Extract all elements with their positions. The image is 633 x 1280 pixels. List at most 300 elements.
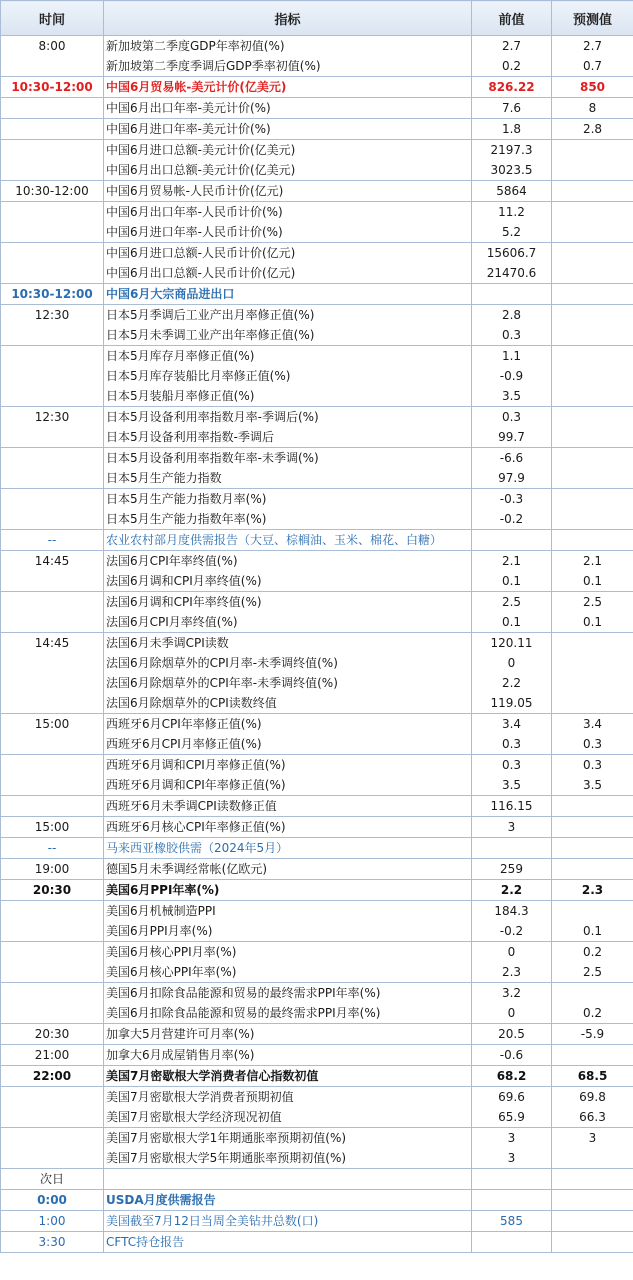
calendar-rows <box>1 36 633 1253</box>
time-cell <box>1 942 104 963</box>
forecast-value-cell <box>552 427 633 448</box>
forecast-value-cell <box>552 263 633 284</box>
indicator-cell: 日本5月生产能力指数月率(%) <box>104 489 472 510</box>
table-row <box>1 119 633 140</box>
indicator-cell: 日本5月设备利用率指数年率-未季调(%) <box>104 448 472 469</box>
indicator-cell: 日本5月设备利用率指数月率-季调后(%) <box>104 407 472 428</box>
table-row <box>1 1066 633 1087</box>
table-row <box>1 653 633 673</box>
indicator-cell: 美国7月密歇根大学5年期通胀率预期初值(%) <box>104 1148 472 1169</box>
table-row <box>1 530 633 551</box>
table-row <box>1 1211 633 1232</box>
table-row <box>1 880 633 901</box>
previous-value-cell: 5.2 <box>472 222 552 243</box>
indicator-cell: 中国6月进口总额-美元计价(亿美元) <box>104 140 472 161</box>
table-row <box>1 160 633 181</box>
indicator-cell: 西班牙6月调和CPI月率修正值(%) <box>104 755 472 776</box>
previous-value-cell: 585 <box>472 1211 552 1232</box>
forecast-value-cell <box>552 796 633 817</box>
time-cell: 12:30 <box>1 407 104 428</box>
indicator-cell: 法国6月CPI月率终值(%) <box>104 612 472 633</box>
indicator-cell: 美国7月密歇根大学1年期通胀率预期初值(%) <box>104 1128 472 1149</box>
forecast-value-cell <box>552 1169 633 1190</box>
time-cell <box>1 653 104 673</box>
table-row <box>1 1024 633 1045</box>
time-cell: 21:00 <box>1 1045 104 1066</box>
table-row <box>1 1232 633 1253</box>
previous-value-cell: -0.9 <box>472 366 552 386</box>
forecast-value-cell <box>552 468 633 489</box>
indicator-cell: 日本5月生产能力指数年率(%) <box>104 509 472 530</box>
forecast-value-cell: 68.5 <box>552 1066 633 1087</box>
table-row <box>1 551 633 572</box>
time-cell: 10:30-12:00 <box>1 181 104 202</box>
previous-value-cell <box>472 1190 552 1211</box>
time-cell <box>1 983 104 1004</box>
forecast-value-cell: 3 <box>552 1128 633 1149</box>
forecast-value-cell: 3.4 <box>552 714 633 735</box>
table-row <box>1 468 633 489</box>
previous-value-cell: 120.11 <box>472 633 552 654</box>
indicator-cell[interactable]: 马来西亚橡胶供需（2024年5月） <box>104 838 472 859</box>
time-cell <box>1 346 104 367</box>
previous-value-cell: 68.2 <box>472 1066 552 1087</box>
table-row <box>1 592 633 613</box>
previous-value-cell: -0.2 <box>472 921 552 942</box>
indicator-cell: 日本5月库存月率修正值(%) <box>104 346 472 367</box>
forecast-value-cell <box>552 693 633 714</box>
indicator-cell: 美国6月扣除食品能源和贸易的最终需求PPI年率(%) <box>104 983 472 1004</box>
table-row <box>1 77 633 98</box>
indicator-cell: 日本5月未季调工业产出年率修正值(%) <box>104 325 472 346</box>
forecast-value-cell <box>552 489 633 510</box>
previous-value-cell: 0.3 <box>472 407 552 428</box>
forecast-value-cell <box>552 530 633 551</box>
table-row <box>1 693 633 714</box>
time-cell: 15:00 <box>1 817 104 838</box>
table-row <box>1 305 633 326</box>
indicator-cell[interactable]: 美国截至7月12日当周全美钻井总数(口) <box>104 1211 472 1232</box>
forecast-value-cell: 0.1 <box>552 612 633 633</box>
time-cell <box>1 202 104 223</box>
table-header-row <box>1 1 633 36</box>
previous-value-cell: 119.05 <box>472 693 552 714</box>
forecast-value-cell <box>552 983 633 1004</box>
previous-value-cell <box>472 284 552 305</box>
time-cell <box>1 119 104 140</box>
forecast-value-cell <box>552 838 633 859</box>
time-cell <box>1 222 104 243</box>
forecast-value-cell <box>552 448 633 469</box>
previous-value-cell: 0 <box>472 653 552 673</box>
time-cell <box>1 673 104 693</box>
previous-value-cell: 65.9 <box>472 1107 552 1128</box>
time-cell: 0:00 <box>1 1190 104 1211</box>
table-row <box>1 181 633 202</box>
previous-value-cell: 3.5 <box>472 775 552 796</box>
previous-value-cell: 3 <box>472 1128 552 1149</box>
indicator-cell: 中国6月出口年率-人民币计价(%) <box>104 202 472 223</box>
forecast-value-cell <box>552 1190 633 1211</box>
time-cell <box>1 755 104 776</box>
time-cell <box>1 1087 104 1108</box>
previous-value-cell: 99.7 <box>472 427 552 448</box>
indicator-cell: 法国6月除烟草外的CPI年率-未季调终值(%) <box>104 673 472 693</box>
table-row <box>1 1169 633 1190</box>
forecast-value-cell <box>552 1232 633 1253</box>
previous-value-cell: -0.6 <box>472 1045 552 1066</box>
previous-value-cell: 0.2 <box>472 56 552 77</box>
table-row <box>1 983 633 1004</box>
time-cell: 22:00 <box>1 1066 104 1087</box>
indicator-cell: 西班牙6月CPI年率修正值(%) <box>104 714 472 735</box>
previous-value-cell: 184.3 <box>472 901 552 922</box>
table-row <box>1 1148 633 1169</box>
table-row <box>1 1107 633 1128</box>
forecast-value-cell: 2.3 <box>552 880 633 901</box>
previous-value-cell: 3 <box>472 1148 552 1169</box>
forecast-value-cell: 2.7 <box>552 36 633 57</box>
time-cell <box>1 509 104 530</box>
forecast-value-cell <box>552 366 633 386</box>
forecast-value-cell: 0.2 <box>552 1003 633 1024</box>
forecast-value-cell <box>552 1148 633 1169</box>
indicator-cell: 法国6月除烟草外的CPI月率-未季调终值(%) <box>104 653 472 673</box>
table-row <box>1 1190 633 1211</box>
table-row <box>1 571 633 592</box>
time-cell <box>1 775 104 796</box>
time-cell: -- <box>1 838 104 859</box>
previous-value-cell: 259 <box>472 859 552 880</box>
time-cell <box>1 962 104 983</box>
forecast-value-cell <box>552 817 633 838</box>
previous-value-cell: 0.1 <box>472 571 552 592</box>
indicator-cell: 中国6月出口总额-人民币计价(亿元) <box>104 263 472 284</box>
previous-value-cell: 2.7 <box>472 36 552 57</box>
time-cell: 15:00 <box>1 714 104 735</box>
indicator-cell: 美国6月扣除食品能源和贸易的最终需求PPI月率(%) <box>104 1003 472 1024</box>
forecast-value-cell <box>552 284 633 305</box>
previous-value-cell: 7.6 <box>472 98 552 119</box>
table-row <box>1 36 633 57</box>
indicator-cell: 法国6月除烟草外的CPI读数终值 <box>104 693 472 714</box>
indicator-cell[interactable]: CFTC持仓报告 <box>104 1232 472 1253</box>
indicator-cell: 中国6月出口总额-美元计价(亿美元) <box>104 160 472 181</box>
indicator-cell: 美国7月密歇根大学消费者信心指数初值 <box>104 1066 472 1087</box>
previous-value-cell: 0 <box>472 942 552 963</box>
forecast-value-cell <box>552 859 633 880</box>
previous-value-cell: 20.5 <box>472 1024 552 1045</box>
table-row <box>1 140 633 161</box>
table-row <box>1 98 633 119</box>
indicator-cell: 法国6月未季调CPI读数 <box>104 633 472 654</box>
previous-value-cell: 0.3 <box>472 755 552 776</box>
forecast-value-cell: 3.5 <box>552 775 633 796</box>
time-cell: 1:00 <box>1 1211 104 1232</box>
forecast-value-cell <box>552 673 633 693</box>
time-cell <box>1 468 104 489</box>
time-cell <box>1 1128 104 1149</box>
indicator-cell: 中国6月贸易帐-人民币计价(亿元) <box>104 181 472 202</box>
indicator-cell: 加拿大6月成屋销售月率(%) <box>104 1045 472 1066</box>
indicator-cell[interactable]: 农业农村部月度供需报告（大豆、棕榈油、玉米、棉花、白糖） <box>104 530 472 551</box>
indicator-cell: 西班牙6月调和CPI年率修正值(%) <box>104 775 472 796</box>
forecast-value-cell <box>552 509 633 530</box>
time-cell <box>1 921 104 942</box>
table-row <box>1 202 633 223</box>
time-cell <box>1 571 104 592</box>
time-cell <box>1 263 104 284</box>
table-row <box>1 263 633 284</box>
table-row <box>1 1003 633 1024</box>
previous-value-cell: -6.6 <box>472 448 552 469</box>
indicator-cell[interactable]: USDA月度供需报告 <box>104 1190 472 1211</box>
indicator-cell: 中国6月进口年率-人民币计价(%) <box>104 222 472 243</box>
table-row <box>1 673 633 693</box>
previous-value-cell <box>472 1169 552 1190</box>
table-row <box>1 817 633 838</box>
previous-value-cell: 2.5 <box>472 592 552 613</box>
indicator-cell: 日本5月生产能力指数 <box>104 468 472 489</box>
previous-value-cell: 2.2 <box>472 673 552 693</box>
previous-value-cell <box>472 530 552 551</box>
forecast-value-cell <box>552 243 633 264</box>
forecast-value-cell: 0.1 <box>552 571 633 592</box>
forecast-value-cell <box>552 901 633 922</box>
time-cell <box>1 98 104 119</box>
header-indicator: 指标 <box>104 1 472 36</box>
previous-value-cell: 2.1 <box>472 551 552 572</box>
time-cell <box>1 901 104 922</box>
indicator-cell[interactable]: 中国6月大宗商品进出口 <box>104 284 472 305</box>
time-cell: 次日 <box>1 1169 104 1190</box>
time-cell <box>1 796 104 817</box>
previous-value-cell: -0.2 <box>472 509 552 530</box>
indicator-cell: 美国7月密歇根大学消费者预期初值 <box>104 1087 472 1108</box>
time-cell: 20:30 <box>1 1024 104 1045</box>
time-cell <box>1 612 104 633</box>
time-cell: 3:30 <box>1 1232 104 1253</box>
indicator-cell: 美国6月PPI月率(%) <box>104 921 472 942</box>
time-cell: 12:30 <box>1 305 104 326</box>
previous-value-cell: 3.2 <box>472 983 552 1004</box>
forecast-value-cell <box>552 1211 633 1232</box>
previous-value-cell: 0.3 <box>472 734 552 755</box>
time-cell <box>1 489 104 510</box>
indicator-cell: 中国6月出口年率-美元计价(%) <box>104 98 472 119</box>
indicator-cell <box>104 1169 472 1190</box>
time-cell: 20:30 <box>1 880 104 901</box>
header-previous: 前值 <box>472 1 552 36</box>
previous-value-cell: 97.9 <box>472 468 552 489</box>
table-row <box>1 489 633 510</box>
indicator-cell: 西班牙6月核心CPI年率修正值(%) <box>104 817 472 838</box>
forecast-value-cell <box>552 305 633 326</box>
forecast-value-cell: 0.3 <box>552 755 633 776</box>
previous-value-cell: 3.5 <box>472 386 552 407</box>
forecast-value-cell <box>552 325 633 346</box>
forecast-value-cell <box>552 202 633 223</box>
forecast-value-cell <box>552 140 633 161</box>
forecast-value-cell: 2.5 <box>552 962 633 983</box>
previous-value-cell: -0.3 <box>472 489 552 510</box>
table-row <box>1 407 633 428</box>
forecast-value-cell: 8 <box>552 98 633 119</box>
forecast-value-cell: 66.3 <box>552 1107 633 1128</box>
indicator-cell: 新加坡第二季度GDP年率初值(%) <box>104 36 472 57</box>
forecast-value-cell: 0.3 <box>552 734 633 755</box>
table-row <box>1 755 633 776</box>
table-row <box>1 509 633 530</box>
forecast-value-cell <box>552 222 633 243</box>
previous-value-cell: 0 <box>472 1003 552 1024</box>
previous-value-cell: 21470.6 <box>472 263 552 284</box>
table-row <box>1 243 633 264</box>
previous-value-cell: 69.6 <box>472 1087 552 1108</box>
previous-value-cell: 3.4 <box>472 714 552 735</box>
forecast-value-cell <box>552 346 633 367</box>
indicator-cell: 加拿大5月营建许可月率(%) <box>104 1024 472 1045</box>
time-cell <box>1 693 104 714</box>
forecast-value-cell: -5.9 <box>552 1024 633 1045</box>
time-cell <box>1 56 104 77</box>
previous-value-cell: 2.2 <box>472 880 552 901</box>
time-cell <box>1 1107 104 1128</box>
table-row <box>1 386 633 407</box>
time-cell <box>1 386 104 407</box>
time-cell <box>1 734 104 755</box>
time-cell: 14:45 <box>1 633 104 654</box>
forecast-value-cell: 69.8 <box>552 1087 633 1108</box>
forecast-value-cell: 2.1 <box>552 551 633 572</box>
forecast-value-cell <box>552 653 633 673</box>
time-cell: -- <box>1 530 104 551</box>
table-row <box>1 346 633 367</box>
indicator-cell: 法国6月调和CPI年率终值(%) <box>104 592 472 613</box>
time-cell: 10:30-12:00 <box>1 284 104 305</box>
table-row <box>1 796 633 817</box>
time-cell <box>1 448 104 469</box>
indicator-cell: 美国6月机械制造PPI <box>104 901 472 922</box>
previous-value-cell: 2.3 <box>472 962 552 983</box>
time-cell: 8:00 <box>1 36 104 57</box>
forecast-value-cell: 0.7 <box>552 56 633 77</box>
previous-value-cell: 11.2 <box>472 202 552 223</box>
indicator-cell: 日本5月装船月率修正值(%) <box>104 386 472 407</box>
indicator-cell: 中国6月进口年率-美元计价(%) <box>104 119 472 140</box>
indicator-cell: 美国6月PPI年率(%) <box>104 880 472 901</box>
table-row <box>1 366 633 386</box>
forecast-value-cell <box>552 1045 633 1066</box>
table-row <box>1 859 633 880</box>
table-row <box>1 1128 633 1149</box>
forecast-value-cell: 2.5 <box>552 592 633 613</box>
table-row <box>1 427 633 448</box>
forecast-value-cell <box>552 386 633 407</box>
header-time: 时间 <box>1 1 104 36</box>
table-row <box>1 284 633 305</box>
table-row <box>1 56 633 77</box>
header-forecast: 预测值 <box>552 1 633 36</box>
indicator-cell: 法国6月CPI年率终值(%) <box>104 551 472 572</box>
time-cell: 19:00 <box>1 859 104 880</box>
time-cell <box>1 427 104 448</box>
time-cell: 10:30-12:00 <box>1 77 104 98</box>
table-row <box>1 942 633 963</box>
previous-value-cell: 3023.5 <box>472 160 552 181</box>
table-row <box>1 1087 633 1108</box>
table-row <box>1 734 633 755</box>
previous-value-cell: 0.1 <box>472 612 552 633</box>
previous-value-cell: 116.15 <box>472 796 552 817</box>
indicator-cell: 西班牙6月未季调CPI读数修正值 <box>104 796 472 817</box>
indicator-cell: 西班牙6月CPI月率修正值(%) <box>104 734 472 755</box>
table-row <box>1 612 633 633</box>
previous-value-cell: 1.8 <box>472 119 552 140</box>
previous-value-cell: 15606.7 <box>472 243 552 264</box>
indicator-cell: 日本5月库存装船比月率修正值(%) <box>104 366 472 386</box>
previous-value-cell: 0.3 <box>472 325 552 346</box>
previous-value-cell <box>472 838 552 859</box>
table-row <box>1 448 633 469</box>
time-cell <box>1 160 104 181</box>
table-row <box>1 838 633 859</box>
time-cell <box>1 1148 104 1169</box>
previous-value-cell: 5864 <box>472 181 552 202</box>
forecast-value-cell <box>552 633 633 654</box>
table-row <box>1 921 633 942</box>
indicator-cell: 新加坡第二季度季调后GDP季率初值(%) <box>104 56 472 77</box>
time-cell <box>1 140 104 161</box>
table-row <box>1 962 633 983</box>
previous-value-cell: 826.22 <box>472 77 552 98</box>
forecast-value-cell: 0.1 <box>552 921 633 942</box>
previous-value-cell: 2.8 <box>472 305 552 326</box>
forecast-value-cell: 2.8 <box>552 119 633 140</box>
forecast-value-cell <box>552 407 633 428</box>
time-cell <box>1 366 104 386</box>
forecast-value-cell <box>552 181 633 202</box>
table-row <box>1 325 633 346</box>
table-row <box>1 222 633 243</box>
indicator-cell: 日本5月季调后工业产出月率修正值(%) <box>104 305 472 326</box>
forecast-value-cell: 850 <box>552 77 633 98</box>
time-cell: 14:45 <box>1 551 104 572</box>
time-cell <box>1 243 104 264</box>
previous-value-cell: 1.1 <box>472 346 552 367</box>
indicator-cell: 中国6月进口总额-人民币计价(亿元) <box>104 243 472 264</box>
indicator-cell: 美国6月核心PPI月率(%) <box>104 942 472 963</box>
forecast-value-cell: 0.2 <box>552 942 633 963</box>
indicator-cell: 美国7月密歇根大学经济现况初值 <box>104 1107 472 1128</box>
indicator-cell: 法国6月调和CPI月率终值(%) <box>104 571 472 592</box>
time-cell <box>1 592 104 613</box>
table-row <box>1 775 633 796</box>
previous-value-cell: 3 <box>472 817 552 838</box>
previous-value-cell: 2197.3 <box>472 140 552 161</box>
indicator-cell: 中国6月贸易帐-美元计价(亿美元) <box>104 77 472 98</box>
forecast-value-cell <box>552 160 633 181</box>
table-row <box>1 633 633 654</box>
indicator-cell: 美国6月核心PPI年率(%) <box>104 962 472 983</box>
indicator-cell: 日本5月设备利用率指数-季调后 <box>104 427 472 448</box>
time-cell <box>1 325 104 346</box>
indicator-cell: 德国5月未季调经常帐(亿欧元) <box>104 859 472 880</box>
previous-value-cell <box>472 1232 552 1253</box>
table-row <box>1 901 633 922</box>
time-cell <box>1 1003 104 1024</box>
table-row <box>1 714 633 735</box>
